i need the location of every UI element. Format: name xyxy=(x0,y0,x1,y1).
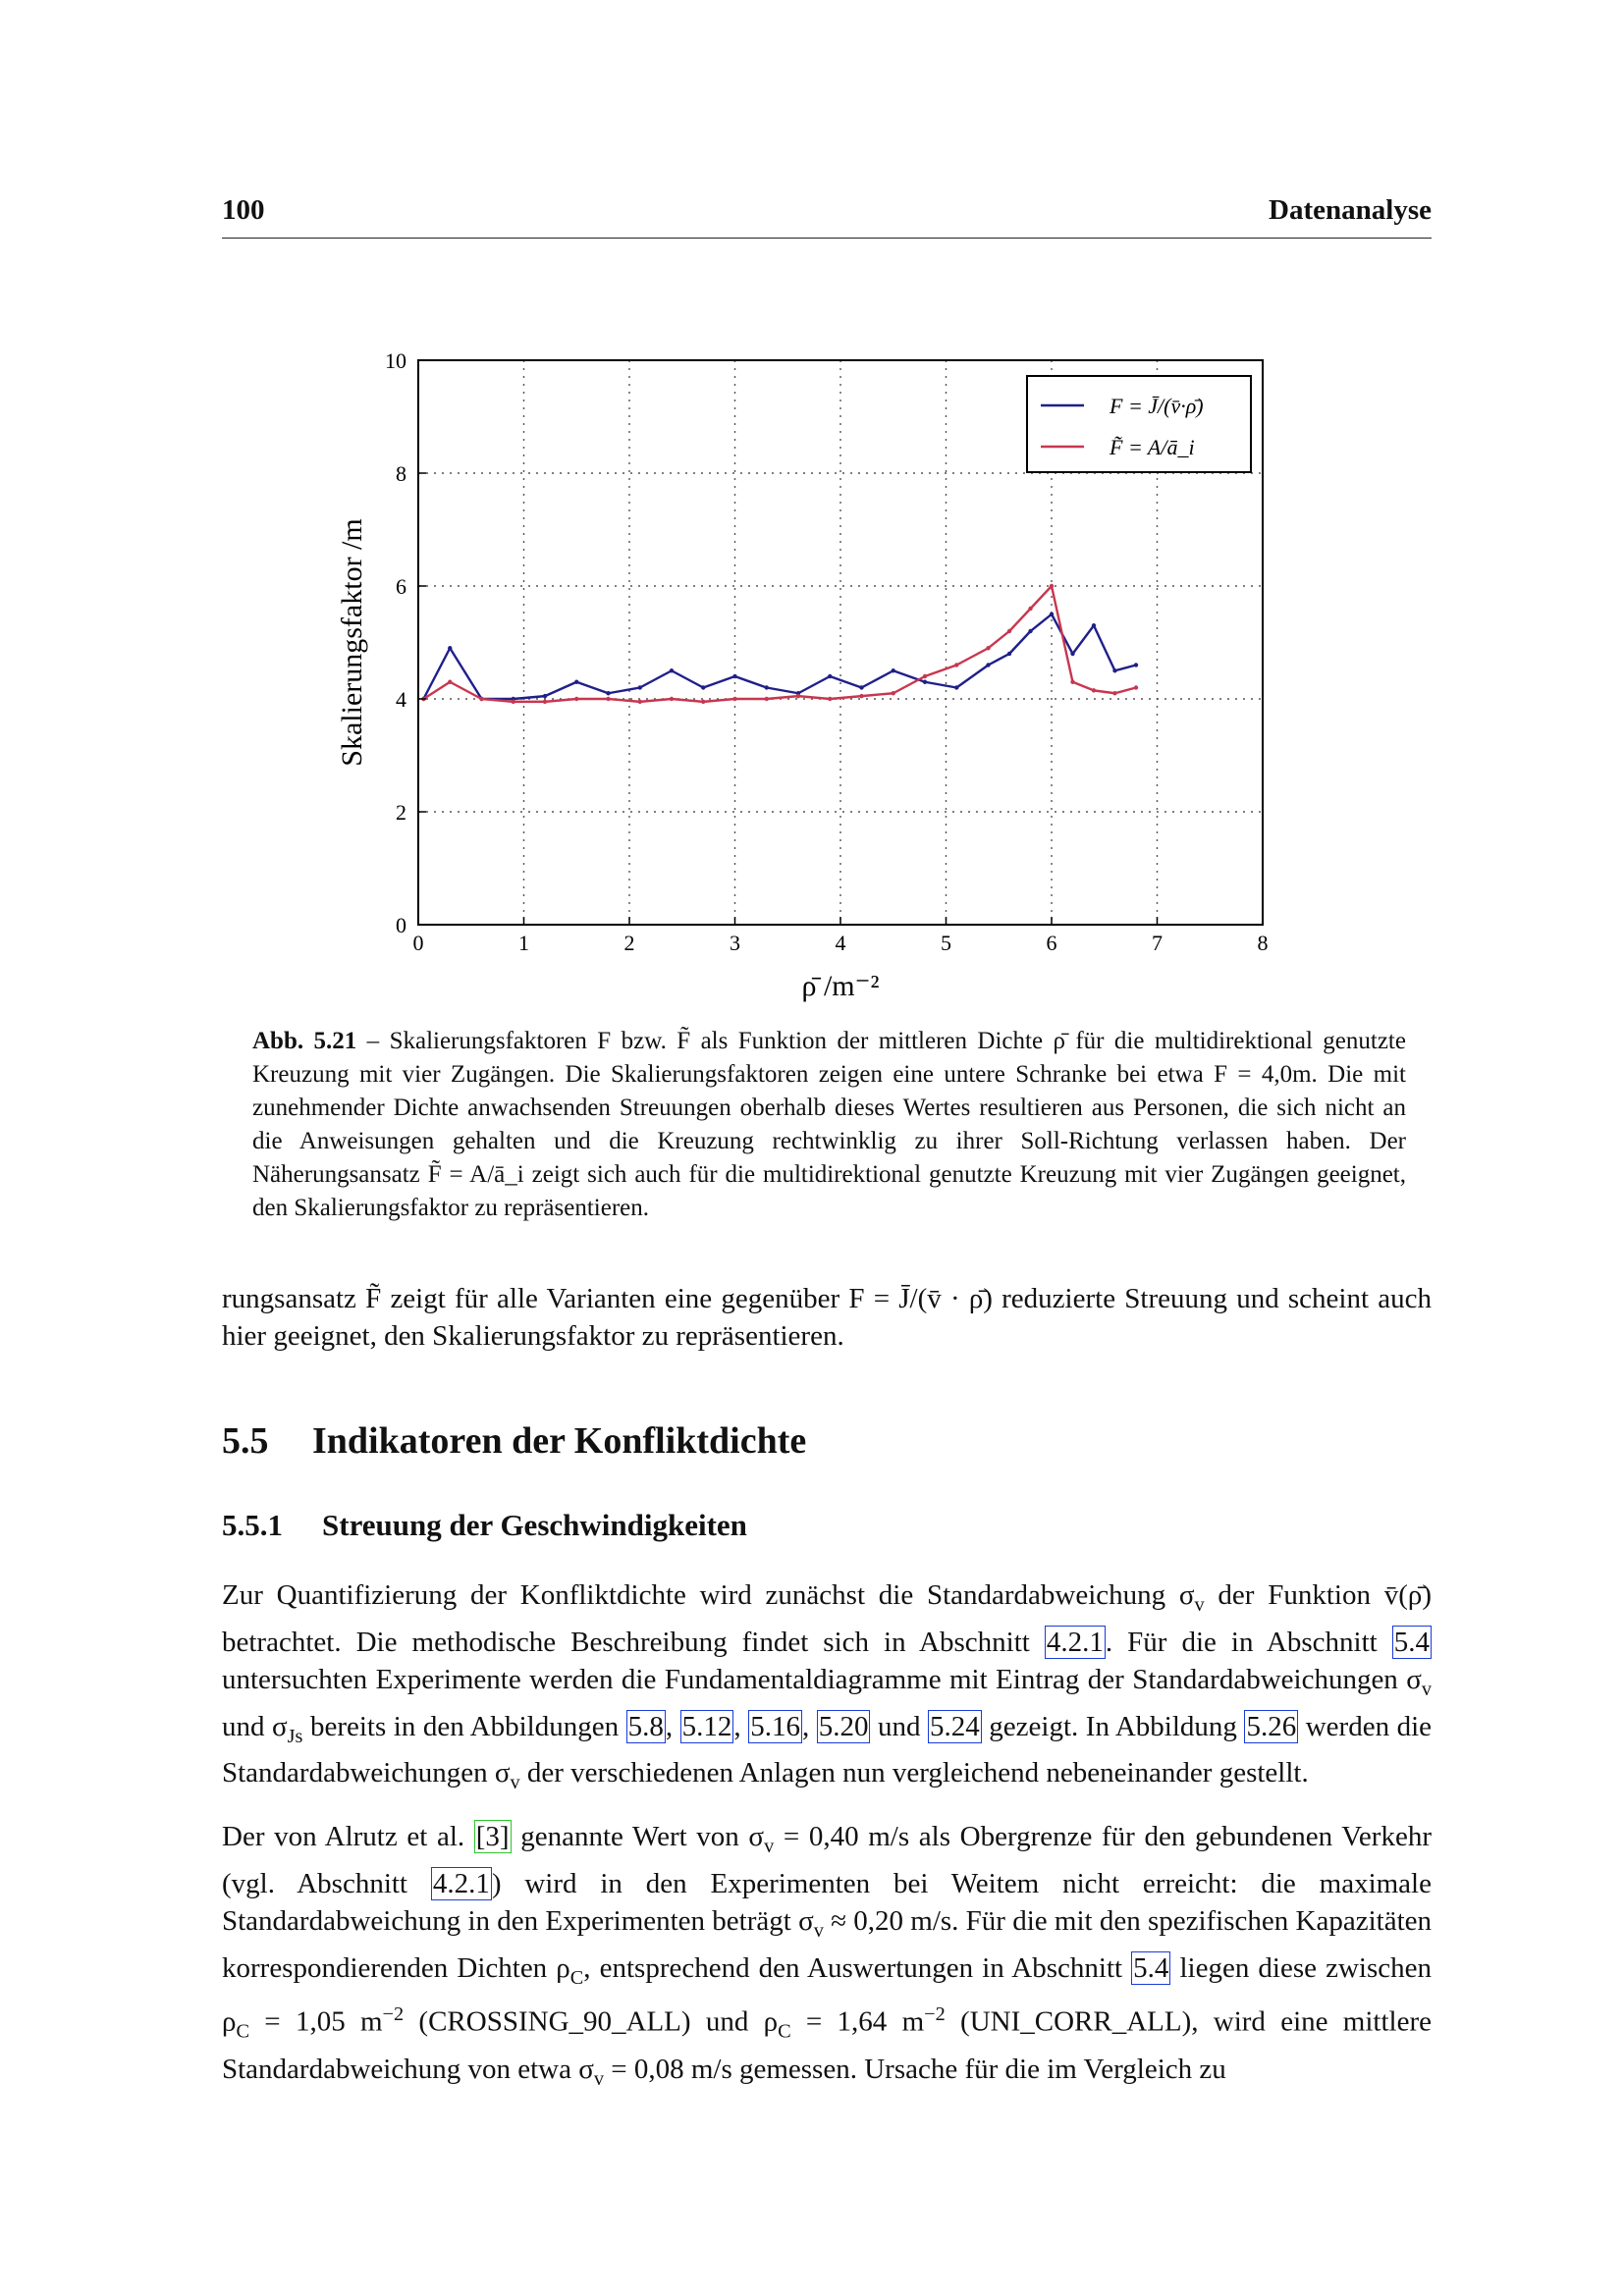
x-tick-label: 6 xyxy=(1046,931,1057,955)
section-heading xyxy=(222,1419,806,1463)
p1-text: und xyxy=(870,1710,929,1742)
data-point xyxy=(670,697,674,701)
data-point xyxy=(892,668,895,672)
running-title: Datenanalyse xyxy=(1269,194,1432,226)
page-number: 100 xyxy=(222,194,265,226)
p2-text: = 0,08 m/s gemessen. Ursache für die im Vergleich zu xyxy=(603,2053,1226,2085)
data-point xyxy=(986,663,990,667)
p2-text: (CROSSING_90_ALL) und ρ xyxy=(404,2006,779,2039)
x-tick-label: 0 xyxy=(412,931,424,955)
figure-ref-link[interactable]: 5.20 xyxy=(818,1710,869,1742)
legend-label: F = J̄/(v̄·ρ̄) xyxy=(1110,394,1204,418)
data-point xyxy=(923,674,927,678)
x-tick-label: 8 xyxy=(1257,931,1269,955)
data-point xyxy=(606,691,610,695)
citation-link[interactable]: [3] xyxy=(475,1821,510,1852)
x-tick-label: 7 xyxy=(1152,931,1163,955)
data-point xyxy=(1134,685,1138,689)
data-point xyxy=(1028,629,1032,633)
legend-label: F̃ = A/ā_i xyxy=(1110,435,1195,459)
caption-label: Abb. 5.21 xyxy=(252,1028,357,1054)
running-header xyxy=(222,194,1432,239)
subsection-heading xyxy=(222,1508,747,1543)
data-point xyxy=(986,646,990,650)
p2-sub: C xyxy=(236,2020,250,2043)
figure-chart xyxy=(324,339,1286,1006)
data-point xyxy=(543,700,547,704)
p2-text: genannte Wert von σ xyxy=(511,1821,765,1852)
y-tick-label: 10 xyxy=(385,348,406,373)
p2-text: = 0,40 m/s als Obergrenze für den gebundenen Verkehr (vgl. Abschnitt xyxy=(222,1821,1432,1899)
data-point xyxy=(638,700,642,704)
data-point xyxy=(1092,623,1096,627)
body-paragraph-1: Zur Quantifizierung der Konfliktdichte wird zunächst die Standardabweichung $\sigma_v$ der Funktion v̄(ρ̄) betrachtet. Die methodische Beschreibung findet sich in Abschnitt 4.2.1. Für die in Abschnitt 5.4 untersuchten Experimente werden die Fundamentaldiagramme mit Eintrag der Standardabweichungen $\sigma_v$ und $\sigma_{Js}$ bereits in den Abbildungen 5.8, 5.12, 5.16, 5.20 und 5.24 gezeigt. In Abbildung 5.26 werden die Standardabweichungen $\sigma_v$ der verschiedenen Anlagen nun vergleichend nebeneinander gestellt. xyxy=(222,1579,1433,1794)
data-point xyxy=(732,697,736,701)
series-line-2 xyxy=(423,586,1136,702)
p2-sub: C xyxy=(569,1966,584,1989)
y-tick-label: 4 xyxy=(396,687,406,712)
p1-text: . Für die in Abschnitt xyxy=(1105,1626,1392,1658)
data-point xyxy=(828,697,832,701)
p2-sub: C xyxy=(778,2020,791,2043)
x-tick-label: 1 xyxy=(518,931,529,955)
p2-text: = 1,05 m xyxy=(249,2006,383,2039)
p1-text: und σ xyxy=(222,1710,288,1742)
data-point xyxy=(796,694,800,698)
data-point xyxy=(1070,680,1074,684)
subsection-number: 5.5.1 xyxy=(222,1508,283,1542)
p2-sub: v xyxy=(813,1919,824,1942)
data-point xyxy=(1112,691,1116,695)
series-line-1 xyxy=(423,614,1136,699)
y-axis-label: Skalierungsfaktor /m xyxy=(336,518,368,767)
section-ref-link[interactable]: 4.2.1 xyxy=(1046,1626,1104,1658)
data-point xyxy=(606,697,610,701)
data-point xyxy=(765,685,769,689)
x-axis-label: ρ̄ /m⁻² xyxy=(801,970,880,1002)
data-point xyxy=(859,685,863,689)
p2-text: = 1,64 m xyxy=(790,2006,925,2039)
y-tick-label: 2 xyxy=(396,800,406,825)
x-tick-label: 2 xyxy=(623,931,635,955)
data-point xyxy=(859,694,863,698)
data-point xyxy=(701,685,705,689)
p1-text: gezeigt. In Abbildung xyxy=(981,1710,1245,1742)
data-point xyxy=(1112,668,1116,672)
data-point xyxy=(574,680,578,684)
data-point xyxy=(574,697,578,701)
data-point xyxy=(892,691,895,695)
data-point xyxy=(638,685,642,689)
y-tick-label: 0 xyxy=(396,913,406,937)
data-point xyxy=(1050,584,1054,588)
p2-text: , entsprechend den Auswertungen in Abschnitt xyxy=(583,1951,1132,1984)
data-point xyxy=(479,697,483,701)
p2-text: ) wird in den Experimenten bei Weitem nicht erreicht: die maximale Standardabweichung in den Experimenten beträgt σ xyxy=(222,1867,1432,1937)
p1-text: Zur Quantifizierung der Konfliktdichte wird zunächst die Standardabweichung σ xyxy=(222,1579,1195,1611)
figure-ref-link[interactable]: 5.8 xyxy=(627,1710,664,1742)
p1-text: werden die Standardabweichungen σ xyxy=(222,1710,1433,1789)
section-title: Indikatoren der Konfliktdichte xyxy=(312,1420,807,1462)
p1-sub: v xyxy=(1194,1593,1205,1616)
figure-ref-link[interactable]: 5.24 xyxy=(930,1710,980,1742)
p2-sup: −2 xyxy=(382,2003,405,2026)
figure-ref-link[interactable]: 5.16 xyxy=(750,1710,800,1742)
data-point xyxy=(1070,652,1074,656)
data-point xyxy=(1050,613,1054,616)
section-number: 5.5 xyxy=(222,1420,269,1462)
section-ref-link[interactable]: 5.4 xyxy=(1133,1951,1169,1984)
p2-text: ≈ 0,20 m/s. Für die mit den spezifischen Kapazitäten korrespondierenden Dichten ρ xyxy=(222,1904,1432,1984)
data-point xyxy=(954,663,958,667)
p2-text: liegen diese zwischen ρ xyxy=(222,1951,1433,2039)
p2-text: Der von Alrutz et al. xyxy=(222,1821,474,1852)
data-point xyxy=(765,697,769,701)
p2-sup: −2 xyxy=(924,2003,946,2026)
x-tick-label: 3 xyxy=(730,931,740,955)
data-point xyxy=(1028,607,1032,611)
data-point xyxy=(448,680,452,684)
p1-sub: Js xyxy=(287,1725,303,1747)
data-point xyxy=(923,680,927,684)
p1-sub: v xyxy=(1421,1678,1432,1700)
data-point xyxy=(954,685,958,689)
body-paragraph-2 xyxy=(222,1818,1432,2098)
p1-sub: v xyxy=(510,1772,520,1794)
data-point xyxy=(670,668,674,672)
data-point xyxy=(1092,688,1096,692)
x-tick-label: 4 xyxy=(835,931,846,955)
data-point xyxy=(1134,663,1138,667)
section-ref-link[interactable]: 5.4 xyxy=(1393,1626,1430,1658)
p2-sub: v xyxy=(593,2067,604,2090)
p2-sub: v xyxy=(764,1835,775,1857)
p1-text: der verschiedenen Anlagen nun vergleichend nebeneinander gestellt. xyxy=(519,1757,1309,1789)
p2-text: (UNI_CORR_ALL), wird eine mittlere Standardabweichung von etwa σ xyxy=(222,2006,1432,2085)
data-point xyxy=(448,646,452,650)
data-point xyxy=(512,700,515,704)
figure-ref-link[interactable]: 5.26 xyxy=(1246,1710,1297,1742)
caption-text: – Skalierungsfaktoren F bzw. F̃ als Funktion der mittleren Dichte ρ̄ für die multidirektional genutzte Kreuzung mit vier Zugängen. Die Skalierungsfaktoren zeigen eine untere Schranke bei etwa F = 4,0m. Die mit zunehmender Dichte anwachsenden Streuungen oberhalb dieses Wertes resultieren aus Personen, die sich nicht an die Anweisungen gehalten und die Kreuzung rechtwinklig zu ihrer Soll-Richtung verlassen haben. Der Näherungsansatz F̃ = A/ā_i zeigt sich auch für die multidirektional genutzte Kreuzung mit vier Zugängen geeignet, den Skalierungsfaktor zu repräsentieren. xyxy=(252,1028,1406,1221)
intro-paragraph xyxy=(222,1280,1432,1355)
data-point xyxy=(1007,629,1011,633)
y-tick-label: 6 xyxy=(396,574,406,599)
figure-ref-link[interactable]: 5.12 xyxy=(681,1710,732,1742)
section-ref-link[interactable]: 4.2.1 xyxy=(432,1867,490,1899)
x-tick-label: 5 xyxy=(941,931,951,955)
data-point xyxy=(701,700,705,704)
y-tick-label: 8 xyxy=(396,461,406,486)
p1-text: untersuchten Experimente werden die Fundamentaldiagramme mit Eintrag der Standardabweichungen σ xyxy=(222,1663,1422,1695)
p1-text: der Funktion v̄(ρ̄) betrachtet. Die methodische Beschreibung findet sich in Abschnitt xyxy=(222,1579,1432,1658)
subsection-title: Streuung der Geschwindigkeiten xyxy=(322,1508,747,1542)
data-point xyxy=(1007,652,1011,656)
data-point xyxy=(828,674,832,678)
p1-text: bereits in den Abbildungen xyxy=(302,1710,626,1742)
intro-text: rungsansatz F̃ zeigt für alle Varianten eine gegenüber F = J̄/(v̄ · ρ̄) reduzierte Streuung und scheint auch hier geeignet, den Skalierungsfaktor zu repräsentieren. xyxy=(222,1283,1432,1352)
figure-caption xyxy=(252,1025,1406,1225)
data-point xyxy=(543,694,547,698)
data-point xyxy=(732,674,736,678)
